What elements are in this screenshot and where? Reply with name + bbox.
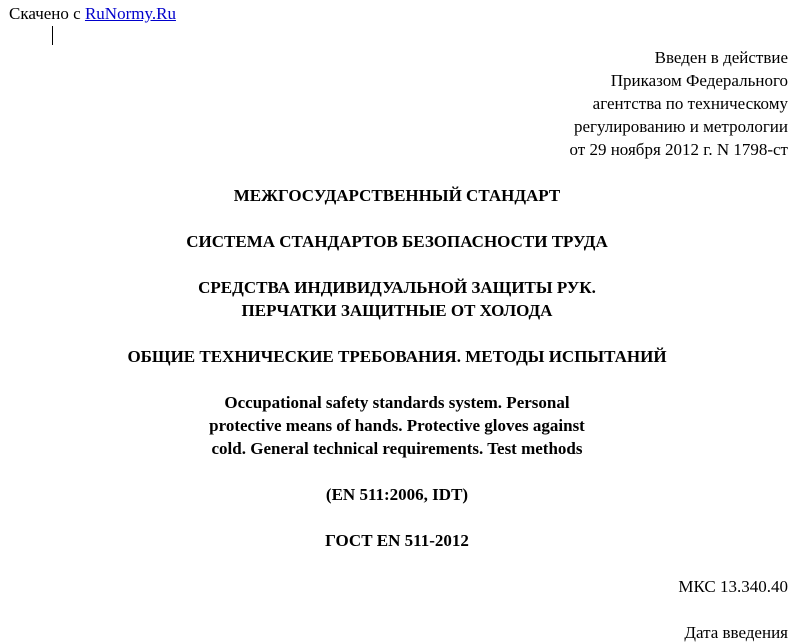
text-cursor: [52, 26, 53, 45]
approval-block: [570, 46, 789, 161]
intro-date-label: Дата введения: [684, 623, 788, 642]
english-title: [0, 391, 794, 460]
subject-title: [0, 276, 794, 322]
english-line: protective means of hands. Protective gloves against: [209, 416, 585, 435]
standard-designation: ГОСТ EN 511-2012: [325, 531, 469, 550]
downloaded-from-text: Скачено с: [9, 4, 81, 23]
approval-line: агентства по техническому: [592, 94, 788, 113]
system-title: СИСТЕМА СТАНДАРТОВ БЕЗОПАСНОСТИ ТРУДА: [186, 232, 608, 251]
approval-line: регулированию и метрологии: [573, 117, 788, 136]
source-attribution: [9, 2, 176, 25]
classification-code: МКС 13.340.40: [678, 577, 788, 596]
english-line: Occupational safety standards system. Personal: [224, 393, 570, 412]
english-line: cold. General technical requirements. Test methods: [211, 439, 583, 458]
approval-line: Приказом Федерального: [610, 71, 788, 90]
requirements-title: ОБЩИЕ ТЕХНИЧЕСКИЕ ТРЕБОВАНИЯ. МЕТОДЫ ИСПЫТАНИЙ: [127, 347, 667, 366]
subject-line: ПЕРЧАТКИ ЗАЩИТНЫЕ ОТ ХОЛОДА: [241, 301, 553, 320]
subject-line: СРЕДСТВА ИНДИВИДУАЛЬНОЙ ЗАЩИТЫ РУК.: [198, 278, 596, 297]
runormy-link[interactable]: RuNormy.Ru: [84, 4, 176, 23]
equivalence-note: (EN 511:2006, IDT): [325, 485, 469, 504]
approval-line: от 29 ноября 2012 г. N 1798-ст: [569, 140, 788, 159]
approval-line: Введен в действие: [654, 48, 788, 67]
interstate-standard-title: МЕЖГОСУДАРСТВЕННЫЙ СТАНДАРТ: [233, 186, 561, 205]
